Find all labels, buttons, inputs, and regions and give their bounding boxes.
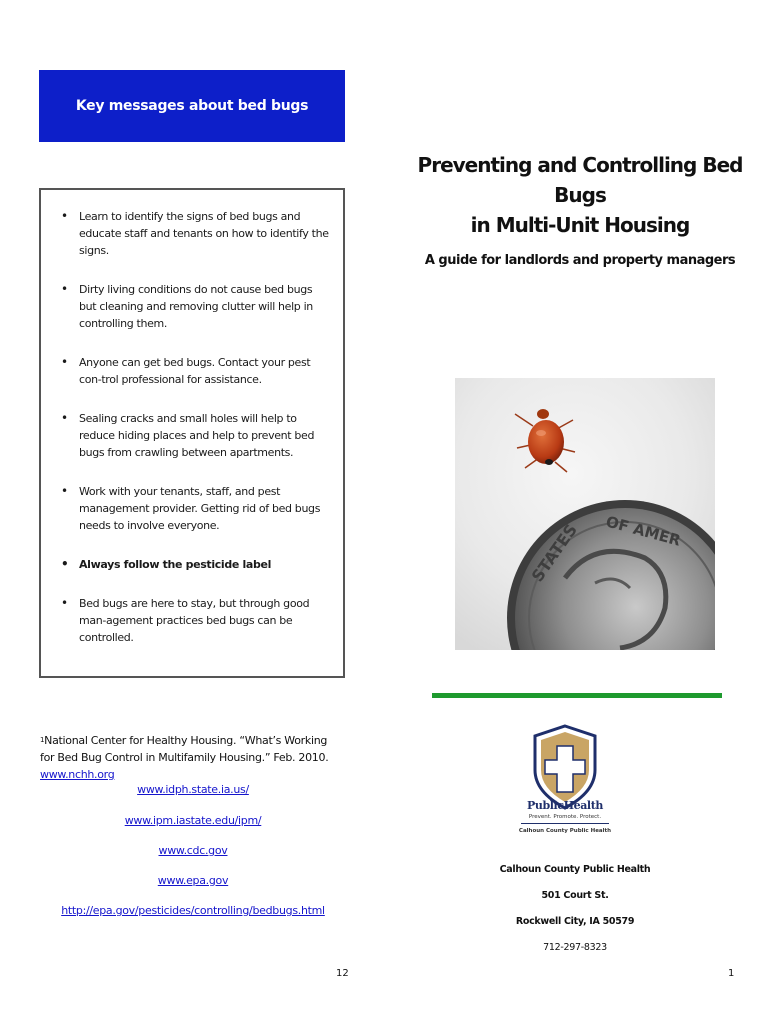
- footnote-text: National Center for Healthy Housing. “What’s Working for Bed Bug Control in Multifamily Housing.” Feb. 2010.: [40, 734, 329, 764]
- footnote: [40, 732, 340, 783]
- logo-divider: [521, 823, 609, 824]
- cdc-link[interactable]: www.cdc.gov: [158, 844, 228, 857]
- resource-link-row: [40, 783, 346, 796]
- list-item: • Bed bugs are here to stay, but through good man-agement practices bed bugs can be controlled.: [59, 595, 329, 646]
- list-item: • Anyone can get bed bugs. Contact your pest con-trol professional for assistance.: [59, 354, 329, 388]
- key-messages-header: [39, 70, 345, 142]
- svg-text:OF AMER: OF AMER: [603, 512, 683, 550]
- page-number-left: 12: [336, 968, 349, 979]
- svg-text:STATES: STATES: [527, 520, 581, 586]
- list-item: • Sealing cracks and small holes will help to reduce hiding places and help to prevent bed bugs from crawling between apartments.: [59, 410, 329, 461]
- list-item: • Work with your tenants, staff, and pest management provider. Getting rid of bed bugs needs to involve everyone.: [59, 483, 329, 534]
- epa-link[interactable]: www.epa.gov: [157, 874, 229, 887]
- ipm-link[interactable]: www.ipm.iastate.edu/ipm/: [124, 814, 262, 827]
- address-city: Rockwell City, IA 50579: [515, 916, 635, 927]
- shield-icon: [515, 722, 615, 842]
- nchh-link[interactable]: www.nchh.org: [40, 768, 115, 781]
- epa-bedbugs-link[interactable]: http://epa.gov/pesticides/controlling/bedbugs.html: [61, 904, 325, 917]
- resource-link-row: [40, 904, 346, 917]
- address-org: Calhoun County Public Health: [499, 864, 651, 875]
- list-item: • Dirty living conditions do not cause bed bugs but cleaning and removing clutter will help in controlling them.: [59, 281, 329, 332]
- page-subtitle: A guide for landlords and property managers: [424, 253, 736, 268]
- logo-org: Calhoun County Public Health: [518, 828, 612, 834]
- public-health-logo: [515, 722, 615, 842]
- address-phone: 712-297-8323: [543, 942, 607, 953]
- logo-name: PublicHealth: [527, 799, 603, 812]
- resource-link-row: [40, 814, 346, 827]
- resource-link-row: [40, 874, 346, 887]
- footnote-marker: 1: [40, 736, 45, 744]
- page-title: [405, 150, 755, 240]
- logo-tagline: Prevent. Promote. Protect.: [528, 814, 602, 820]
- title-line-2: in Multi-Unit Housing: [470, 213, 690, 237]
- list-item-bold: • Always follow the pesticide label: [59, 556, 329, 573]
- list-item: • Learn to identify the signs of bed bugs and educate staff and tenants on how to identify the signs.: [59, 208, 329, 259]
- green-divider: [432, 693, 722, 698]
- idph-link[interactable]: www.idph.state.ia.us/: [137, 783, 249, 796]
- key-messages-title: Key messages about bed bugs: [75, 98, 309, 114]
- key-messages-box: [39, 188, 345, 678]
- title-line-1: Preventing and Controlling Bed Bugs: [417, 153, 743, 207]
- address-street: 501 Court St.: [541, 890, 609, 901]
- page-number-right: 1: [728, 968, 735, 979]
- key-messages-list: [41, 190, 343, 646]
- bed-bug-on-coin-photo: [455, 378, 715, 650]
- resource-link-row: [40, 844, 346, 857]
